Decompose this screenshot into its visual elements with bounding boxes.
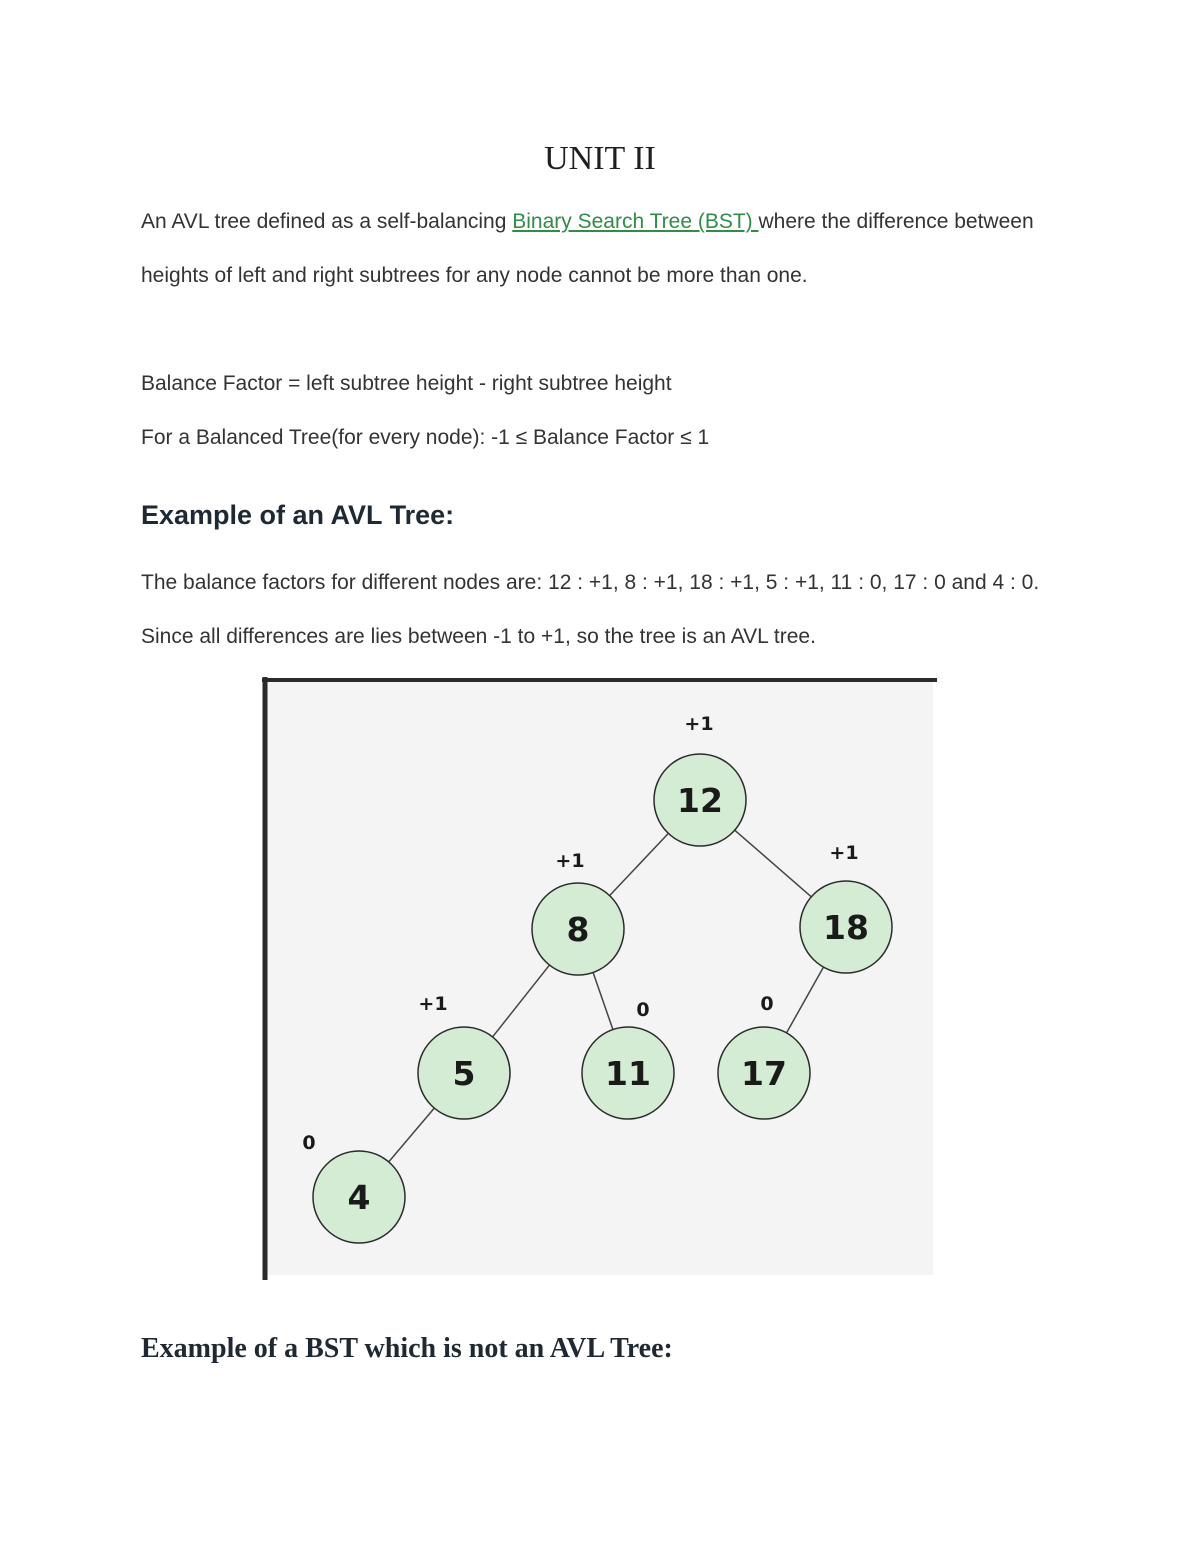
avl-example-heading: Example of an AVL Tree: <box>141 500 455 530</box>
intro-paragraph <box>141 195 1071 303</box>
balanced-tree-condition: For a Balanced Tree(for every node): -1 ≤ Balance Factor ≤ 1 <box>141 426 710 449</box>
tree-node-key: 5 <box>452 1054 476 1093</box>
intro-text-start: An AVL tree defined as a self-balancing <box>141 210 513 233</box>
avl-tree-figure <box>262 677 937 1280</box>
balance-factor-label: +1 <box>684 713 714 735</box>
tree-node-key: 11 <box>605 1054 651 1093</box>
tree-node-key: 8 <box>566 910 590 949</box>
non-avl-heading: Example of a BST which is not an AVL Tree: <box>141 1333 673 1364</box>
balance-factor-formula: Balance Factor = left subtree height - right subtree height <box>141 372 672 395</box>
balance-factor-label: 0 <box>760 993 774 1015</box>
bst-link[interactable]: Binary Search Tree (BST) <box>512 210 759 233</box>
balance-factor-label: 0 <box>302 1132 316 1154</box>
tree-node-key: 4 <box>347 1178 371 1217</box>
tree-node-key: 12 <box>677 781 723 820</box>
balance-factor-label: 0 <box>636 999 650 1021</box>
page-title: UNIT II <box>544 140 656 177</box>
intro-text-end: where the difference between heights of left and right subtrees for any node cannot be more than one. <box>141 210 1034 287</box>
balance-factor-label: +1 <box>555 850 585 872</box>
balance-factor-label: +1 <box>418 993 448 1015</box>
balance-factor-label: +1 <box>829 842 859 864</box>
tree-node-key: 17 <box>741 1054 787 1093</box>
balance-factors-paragraph: The balance factors for different nodes are: 12 : +1, 8 : +1, 18 : +1, 5 : +1, 11 : 0, 17 : 0 and 4 : 0. Since all differences are lies between -1 to +1, so the tree is an AVL tree. <box>141 571 1040 648</box>
tree-node-key: 18 <box>823 908 869 947</box>
